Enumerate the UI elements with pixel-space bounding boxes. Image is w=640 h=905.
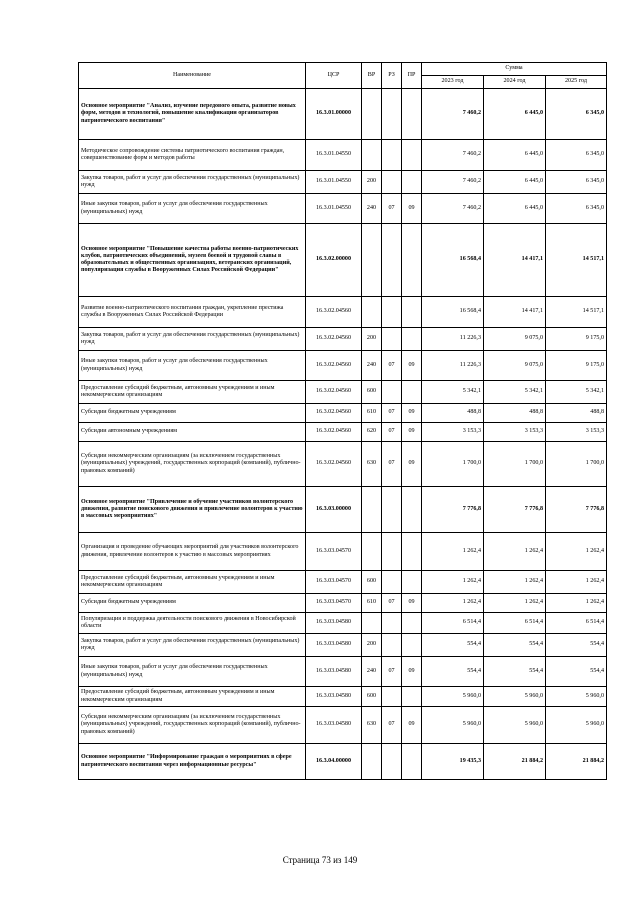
table-row <box>79 140 607 171</box>
cell-pr: 09 <box>402 707 422 744</box>
cell-rz <box>382 613 402 634</box>
cell-y2023: 1 262,4 <box>422 594 484 613</box>
cell-y2024: 1 262,4 <box>484 533 546 571</box>
cell-y2023: 1 262,4 <box>422 571 484 594</box>
cell-rz <box>382 297 402 328</box>
cell-y2024: 5 960,0 <box>484 707 546 744</box>
cell-name: Основное мероприятие "Анализ, изучение передового опыта, развитие новых форм, методов и технологий, повышение квалификации организаторов патриотического воспитания" <box>79 89 306 140</box>
cell-y2024: 6 445,0 <box>484 171 546 194</box>
cell-y2024: 6 445,0 <box>484 194 546 224</box>
cell-y2025: 5 960,0 <box>546 687 607 707</box>
cell-y2024: 6 445,0 <box>484 140 546 171</box>
cell-code: 16.3.02.04560 <box>306 423 362 442</box>
cell-y2023: 5 960,0 <box>422 707 484 744</box>
cell-pr <box>402 571 422 594</box>
cell-code: 16.3.03.04580 <box>306 687 362 707</box>
table-row <box>79 613 607 634</box>
table-row <box>79 381 607 404</box>
cell-code: 16.3.04.00000 <box>306 744 362 780</box>
cell-rz <box>382 171 402 194</box>
header-code: ЦСР <box>306 63 362 89</box>
cell-rz <box>382 487 402 533</box>
table-row <box>79 687 607 707</box>
cell-name: Основное мероприятие "Информирование граждан о мероприятиях в сфере патриотического воспитания через информационные ресурсы" <box>79 744 306 780</box>
cell-name: Развитие военно-патриотического воспитания граждан, укрепление престижа службы в Вооруженных Силах Российской Федерации <box>79 297 306 328</box>
header-2023: 2023 год <box>422 76 484 89</box>
table-row <box>79 328 607 351</box>
cell-code: 16.3.01.04550 <box>306 194 362 224</box>
cell-y2024: 1 262,4 <box>484 571 546 594</box>
cell-y2023: 6 514,4 <box>422 613 484 634</box>
cell-vr: 630 <box>362 707 382 744</box>
cell-code: 16.3.03.04580 <box>306 657 362 687</box>
cell-y2023: 1 700,0 <box>422 442 484 487</box>
cell-y2024: 5 342,1 <box>484 381 546 404</box>
cell-name: Предоставление субсидий бюджетным, автономным учреждениям и иным некоммерческим организациям <box>79 687 306 707</box>
cell-name: Субсидии бюджетным учреждениям <box>79 594 306 613</box>
cell-code: 16.3.02.04560 <box>306 404 362 423</box>
cell-y2025: 554,4 <box>546 657 607 687</box>
cell-pr <box>402 533 422 571</box>
cell-y2025: 5 960,0 <box>546 707 607 744</box>
cell-pr <box>402 328 422 351</box>
cell-vr <box>362 224 382 297</box>
cell-y2023: 554,4 <box>422 634 484 657</box>
cell-y2023: 11 226,3 <box>422 351 484 381</box>
cell-code: 16.3.02.04560 <box>306 381 362 404</box>
cell-name: Предоставление субсидий бюджетным, автономным учреждениям и иным некоммерческим организациям <box>79 381 306 404</box>
cell-name: Методическое сопровождение системы патриотического воспитания граждан, совершенствование форм и методов работы <box>79 140 306 171</box>
cell-y2024: 9 075,0 <box>484 351 546 381</box>
cell-name: Иные закупки товаров, работ и услуг для обеспечения государственных (муниципальных) нужд <box>79 194 306 224</box>
cell-rz <box>382 89 402 140</box>
table-row <box>79 404 607 423</box>
cell-y2023: 7 460,2 <box>422 140 484 171</box>
cell-vr <box>362 89 382 140</box>
cell-y2025: 554,4 <box>546 634 607 657</box>
cell-y2023: 7 460,2 <box>422 171 484 194</box>
cell-code: 16.3.03.00000 <box>306 487 362 533</box>
header-rz: РЗ <box>382 63 402 89</box>
cell-name: Закупка товаров, работ и услуг для обеспечения государственных (муниципальных) нужд <box>79 328 306 351</box>
cell-rz <box>382 744 402 780</box>
cell-y2025: 3 153,3 <box>546 423 607 442</box>
cell-y2023: 7 460,2 <box>422 194 484 224</box>
table-row <box>79 297 607 328</box>
cell-code: 16.3.01.00000 <box>306 89 362 140</box>
cell-pr <box>402 381 422 404</box>
cell-pr <box>402 140 422 171</box>
cell-code: 16.3.02.04560 <box>306 328 362 351</box>
cell-y2023: 7 460,2 <box>422 89 484 140</box>
budget-table <box>78 62 607 780</box>
table-row <box>79 744 607 780</box>
table-row <box>79 351 607 381</box>
cell-rz: 07 <box>382 423 402 442</box>
table-row <box>79 533 607 571</box>
cell-vr: 240 <box>362 657 382 687</box>
table-row <box>79 634 607 657</box>
cell-name: Организация и проведение обучающих мероприятий для участников волонтерского движения, привлечение волонтеров к участию в массовых мероприятиях <box>79 533 306 571</box>
table-row <box>79 171 607 194</box>
cell-y2024: 6 445,0 <box>484 89 546 140</box>
cell-vr: 620 <box>362 423 382 442</box>
cell-y2025: 1 700,0 <box>546 442 607 487</box>
cell-vr: 600 <box>362 571 382 594</box>
cell-pr: 09 <box>402 594 422 613</box>
cell-rz: 07 <box>382 351 402 381</box>
cell-vr <box>362 613 382 634</box>
cell-y2023: 5 960,0 <box>422 687 484 707</box>
cell-y2024: 3 153,3 <box>484 423 546 442</box>
cell-vr: 240 <box>362 194 382 224</box>
cell-vr <box>362 487 382 533</box>
cell-y2024: 1 700,0 <box>484 442 546 487</box>
cell-rz <box>382 634 402 657</box>
table-row <box>79 89 607 140</box>
table-row <box>79 194 607 224</box>
table-body <box>79 89 607 780</box>
cell-y2024: 14 417,1 <box>484 297 546 328</box>
header-sum: Сумма <box>422 63 607 76</box>
cell-y2023: 3 153,3 <box>422 423 484 442</box>
cell-y2025: 1 262,4 <box>546 533 607 571</box>
header-name: Наименование <box>79 63 306 89</box>
cell-y2023: 7 776,8 <box>422 487 484 533</box>
cell-pr <box>402 297 422 328</box>
cell-y2025: 6 345,0 <box>546 171 607 194</box>
cell-rz: 07 <box>382 594 402 613</box>
table-row <box>79 657 607 687</box>
cell-y2023: 5 342,1 <box>422 381 484 404</box>
cell-rz: 07 <box>382 657 402 687</box>
cell-y2025: 6 345,0 <box>546 140 607 171</box>
cell-pr: 09 <box>402 404 422 423</box>
cell-pr: 09 <box>402 194 422 224</box>
cell-y2024: 488,8 <box>484 404 546 423</box>
cell-name: Закупка товаров, работ и услуг для обеспечения государственных (муниципальных) нужд <box>79 634 306 657</box>
cell-vr <box>362 297 382 328</box>
cell-name: Субсидии некоммерческим организациям (за исключением государственных (муниципальных) учреждений, государственных корпораций (компаний), публично-правовых компаний) <box>79 707 306 744</box>
cell-pr <box>402 687 422 707</box>
page-number: Страница 73 из 149 <box>282 855 358 865</box>
cell-y2025: 9 175,0 <box>546 328 607 351</box>
cell-name: Основное мероприятие "Повышение качества работы военно-патриотических клубов, патриотических объединений, музеев боевой и трудовой славы в образовательных и общественных организациях, ветеранских организаций, популяризация службы в Вооруженных Силах Российской Федерации" <box>79 224 306 297</box>
cell-code: 16.3.01.04550 <box>306 140 362 171</box>
cell-name: Основное мероприятие "Привлечение и обучение участников волонтерского движения, развитие поискового движения и привлечение волонтеров к участию в массовых мероприятиях" <box>79 487 306 533</box>
cell-vr <box>362 140 382 171</box>
cell-name: Закупка товаров, работ и услуг для обеспечения государственных (муниципальных) нужд <box>79 171 306 194</box>
cell-y2025: 6 514,4 <box>546 613 607 634</box>
cell-code: 16.3.02.04560 <box>306 297 362 328</box>
cell-y2025: 1 262,4 <box>546 571 607 594</box>
cell-y2023: 554,4 <box>422 657 484 687</box>
header-vr: ВР <box>362 63 382 89</box>
cell-code: 16.3.03.04570 <box>306 594 362 613</box>
table-row <box>79 487 607 533</box>
cell-pr <box>402 487 422 533</box>
table-row <box>79 594 607 613</box>
table-row <box>79 224 607 297</box>
cell-y2025: 1 262,4 <box>546 594 607 613</box>
header-2024: 2024 год <box>484 76 546 89</box>
cell-y2024: 9 075,0 <box>484 328 546 351</box>
cell-pr <box>402 744 422 780</box>
cell-vr: 200 <box>362 171 382 194</box>
cell-y2024: 5 960,0 <box>484 687 546 707</box>
cell-y2024: 14 417,1 <box>484 224 546 297</box>
cell-vr <box>362 533 382 571</box>
cell-y2023: 16 568,4 <box>422 224 484 297</box>
cell-name: Иные закупки товаров, работ и услуг для обеспечения государственных (муниципальных) нужд <box>79 657 306 687</box>
cell-pr <box>402 634 422 657</box>
cell-pr <box>402 613 422 634</box>
cell-vr: 610 <box>362 594 382 613</box>
cell-rz <box>382 533 402 571</box>
cell-code: 16.3.03.04570 <box>306 571 362 594</box>
header-2025: 2025 год <box>546 76 607 89</box>
cell-vr: 200 <box>362 328 382 351</box>
cell-y2025: 6 345,0 <box>546 194 607 224</box>
cell-y2023: 16 568,4 <box>422 297 484 328</box>
cell-code: 16.3.02.04560 <box>306 351 362 381</box>
cell-vr: 200 <box>362 634 382 657</box>
cell-y2024: 554,4 <box>484 657 546 687</box>
table-row <box>79 442 607 487</box>
cell-vr: 600 <box>362 381 382 404</box>
cell-pr: 09 <box>402 351 422 381</box>
cell-pr <box>402 171 422 194</box>
cell-y2025: 9 175,0 <box>546 351 607 381</box>
cell-y2023: 11 226,3 <box>422 328 484 351</box>
cell-code: 16.3.02.00000 <box>306 224 362 297</box>
cell-y2024: 6 514,4 <box>484 613 546 634</box>
cell-rz <box>382 381 402 404</box>
cell-y2025: 488,8 <box>546 404 607 423</box>
cell-y2023: 19 435,3 <box>422 744 484 780</box>
cell-name: Предоставление субсидий бюджетным, автономным учреждениям и иным некоммерческим организациям <box>79 571 306 594</box>
cell-code: 16.3.03.04570 <box>306 533 362 571</box>
table-row <box>79 571 607 594</box>
cell-name: Субсидии некоммерческим организациям (за исключением государственных (муниципальных) учреждений, государственных корпораций (компаний), публично-правовых компаний) <box>79 442 306 487</box>
cell-code: 16.3.01.04550 <box>306 171 362 194</box>
cell-pr <box>402 89 422 140</box>
cell-y2024: 21 884,2 <box>484 744 546 780</box>
cell-y2025: 14 517,1 <box>546 297 607 328</box>
cell-y2023: 488,8 <box>422 404 484 423</box>
cell-vr: 610 <box>362 404 382 423</box>
cell-y2023: 1 262,4 <box>422 533 484 571</box>
cell-code: 16.3.03.04580 <box>306 707 362 744</box>
cell-rz: 07 <box>382 194 402 224</box>
cell-y2025: 21 884,2 <box>546 744 607 780</box>
cell-y2024: 554,4 <box>484 634 546 657</box>
cell-rz <box>382 140 402 171</box>
cell-y2024: 7 776,8 <box>484 487 546 533</box>
cell-rz <box>382 687 402 707</box>
cell-pr: 09 <box>402 657 422 687</box>
cell-rz <box>382 571 402 594</box>
cell-y2024: 1 262,4 <box>484 594 546 613</box>
cell-vr: 630 <box>362 442 382 487</box>
cell-pr <box>402 224 422 297</box>
cell-rz: 07 <box>382 404 402 423</box>
cell-name: Субсидии автономным учреждениям <box>79 423 306 442</box>
cell-code: 16.3.02.04560 <box>306 442 362 487</box>
cell-vr: 240 <box>362 351 382 381</box>
cell-y2025: 7 776,8 <box>546 487 607 533</box>
cell-rz: 07 <box>382 707 402 744</box>
cell-y2025: 6 345,0 <box>546 89 607 140</box>
cell-name: Субсидии бюджетным учреждениям <box>79 404 306 423</box>
cell-vr: 600 <box>362 687 382 707</box>
header-pr: ПР <box>402 63 422 89</box>
cell-name: Популяризация и поддержка деятельности поискового движения в Новосибирской области <box>79 613 306 634</box>
cell-y2025: 5 342,1 <box>546 381 607 404</box>
table-row <box>79 423 607 442</box>
cell-pr: 09 <box>402 442 422 487</box>
cell-code: 16.3.03.04580 <box>306 634 362 657</box>
table-row <box>79 707 607 744</box>
cell-y2025: 14 517,1 <box>546 224 607 297</box>
cell-name: Иные закупки товаров, работ и услуг для обеспечения государственных (муниципальных) нужд <box>79 351 306 381</box>
cell-code: 16.3.03.04580 <box>306 613 362 634</box>
cell-rz <box>382 224 402 297</box>
cell-rz: 07 <box>382 442 402 487</box>
cell-vr <box>362 744 382 780</box>
cell-pr: 09 <box>402 423 422 442</box>
cell-rz <box>382 328 402 351</box>
